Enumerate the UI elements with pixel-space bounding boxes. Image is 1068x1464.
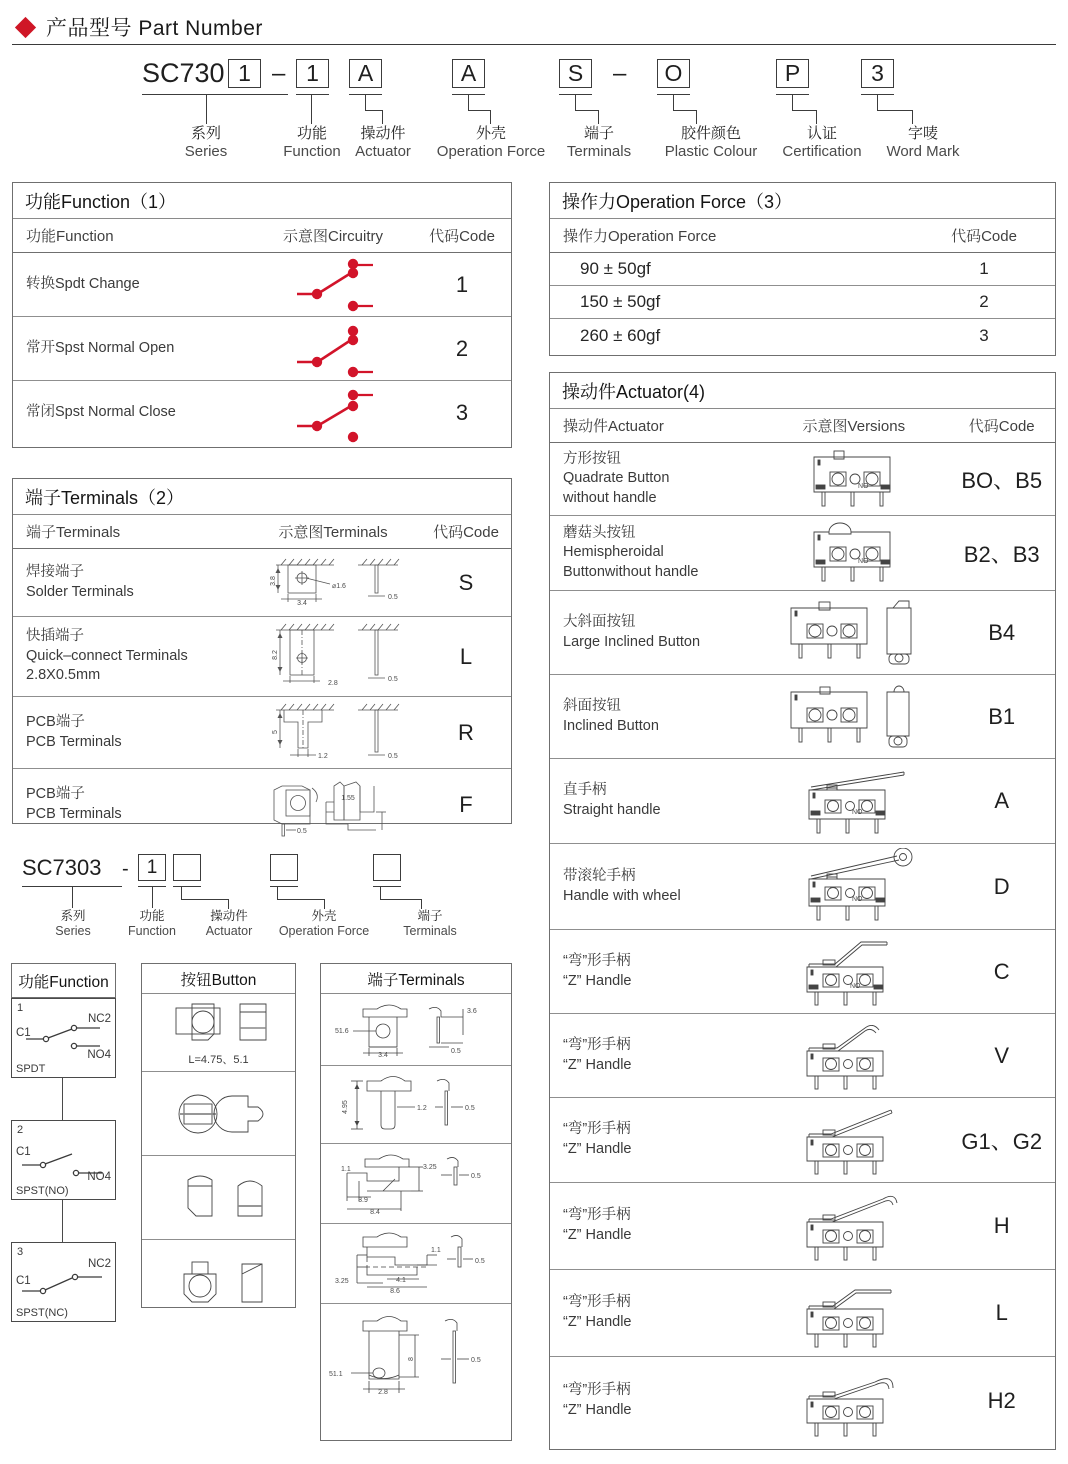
actuator-code: L [995,1300,1008,1325]
terminal-name: PCB端子 PCB Terminals [26,786,122,822]
svg-text:0.5: 0.5 [475,1257,485,1265]
function-box-item-spst-no [11,1120,116,1200]
sc7303-leader-v2-terminals [421,899,422,909]
pn-box-certification[interactable]: P [776,59,809,88]
svg-text:8.4: 8.4 [370,1208,380,1216]
svg-text:2.8: 2.8 [378,1389,388,1396]
svg-text:8: 8 [408,1357,415,1361]
function-item-nc: NC2 [87,1258,111,1270]
table-row [550,1270,1055,1357]
force-value: 150 ± 50gf [580,292,661,311]
terminal-code: F [459,792,473,817]
pn-box-word-mark[interactable]: 3 [861,59,894,88]
diamond-bullet-icon [15,17,36,38]
actuator-name: 方形按钮 Quadrate Button without handle [563,450,670,506]
terminal-drawing-solder [245,549,421,616]
sc7303-box-function[interactable]: 1 [138,854,166,881]
terminal-name: PCB端子 PCB Terminals [26,713,122,750]
actuator-name: “弯”形手柄 “Z” Handle [563,1121,632,1157]
svg-text:0.5: 0.5 [451,1047,461,1055]
table-row [550,1098,1055,1183]
function-box-connector-1 [62,1078,63,1120]
terminal-name: 快插端子 Quick–connect Terminals 2.8X0.5mm [26,628,188,684]
actuator-figure-z-handle-v [759,1014,948,1097]
pn-dash-2: – [613,60,627,87]
table-row [13,549,511,617]
pn-label-series: 系列 Series [184,125,228,161]
table-row [550,1183,1055,1270]
svg-text:NO: NO [849,982,861,990]
table-row [550,443,1055,516]
svg-text:NO: NO [857,558,869,565]
svg-text:0.5: 0.5 [471,1357,481,1364]
terminal-box-item-4 [321,1224,511,1304]
table-row [13,317,511,381]
function-item-no: NO4 [87,1049,111,1061]
sc7303-label-operation-force: 外壳 Operation Force [278,909,370,938]
button-box-item-small [142,1240,295,1324]
actuator-table [549,372,1056,1450]
actuator-figure-z-handle-h [759,1183,948,1269]
function-box-connector-2 [62,1200,63,1242]
pn-box-function[interactable]: 1 [228,59,261,88]
actuator-code: B2、B3 [963,541,1040,567]
svg-text:3.25: 3.25 [423,1163,437,1171]
page-header [0,0,1068,44]
circuit-diagram-spst-nc [253,381,413,445]
sc7303-leader-h-force [277,899,325,900]
svg-text:0.5: 0.5 [465,1104,475,1112]
sc7303-box-terminals[interactable] [373,854,401,881]
button-box-item-quadrate [142,994,295,1072]
pn-dash-1: – [272,60,286,87]
svg-text:⌀1.6: ⌀1.6 [332,582,346,590]
svg-text:3.25: 3.25 [335,1277,349,1285]
leader-v2-colour [696,110,697,124]
actuator-code: V [994,1042,1010,1068]
col-header-actuator: 操动件Actuator [563,418,664,435]
terminals-table [12,478,512,835]
sc7303-part-number-diagram [0,845,530,965]
sc7303-leader-underline-terminals [373,886,401,887]
svg-text:3.4: 3.4 [378,1051,388,1059]
actuator-name: “弯”形手柄 “Z” Handle [563,1381,632,1418]
table-row [550,319,1055,352]
table-row [550,844,1055,930]
col-header-terminals: 端子Terminals [26,524,121,541]
actuator-figure-straight-handle [759,759,948,843]
svg-text:1.1: 1.1 [431,1246,441,1254]
pn-series-text: SC730 [142,58,225,88]
function-item-nc: NC2 [87,1013,111,1025]
table-row [550,286,1055,319]
table-row [13,697,511,769]
actuator-table-header [550,409,1055,443]
svg-text:8.2: 8.2 [272,649,279,660]
pn-box-plastic-colour[interactable]: O [657,59,690,88]
col-header-code: 代码Code [429,228,495,245]
table-row [550,253,1055,286]
svg-text:1.2: 1.2 [318,752,328,760]
leader-v-function [311,94,312,124]
actuator-name: “弯”形手柄 “Z” Handle [563,1294,632,1330]
svg-text:5: 5 [272,729,279,734]
actuator-figure-z-handle-l [759,1270,948,1356]
sc7303-leader-underline-actuator [173,886,201,887]
actuator-figure-handle-with-wheel [759,844,948,929]
header-divider [12,44,1056,45]
actuator-code: G1、G2 [961,1128,1043,1154]
terminals-table-title: 端子Terminals（2） [13,479,511,515]
col-header-versions: 示意图Versions [802,418,906,435]
actuator-code: H [993,1213,1010,1238]
function-code: 2 [455,335,469,361]
terminal-box-item-3 [321,1144,511,1224]
svg-text:3.4: 3.4 [297,599,307,607]
function-item-type: SPST(NO) [16,1185,69,1197]
leader-v1-cert [792,94,793,110]
function-table [12,182,512,448]
leader-v1-mark [877,94,878,110]
table-row [13,769,511,841]
operation-force-table [549,182,1056,356]
leader-h-terminals [575,110,599,111]
table-row [13,253,511,317]
svg-text:0.5: 0.5 [388,752,398,760]
table-row [13,381,511,445]
actuator-code: BO、B5 [961,467,1043,493]
table-row [550,1014,1055,1098]
actuator-name: “弯”形手柄 “Z” Handle [563,1036,632,1073]
actuator-name: 蘑菇头按钮 Hemispheroidal Buttonwithout handle [563,524,699,580]
function-item-number: 1 [17,1002,24,1014]
leader-v2-terminals [598,110,599,124]
pn-label-actuator: 操动件 Actuator [355,125,411,161]
actuator-figure-z-handle-g [759,1098,948,1182]
function-item-c: C1 [16,1027,31,1039]
sc7303-leader-v2-actuator [228,899,229,909]
terminal-drawing-pcb-r [245,697,421,768]
svg-text:4.1: 4.1 [396,1276,406,1284]
sc7303-label-series: 系列 Series [55,909,91,938]
svg-text:51.1: 51.1 [329,1371,343,1378]
leader-v2-mark [912,110,913,124]
function-name: 常闭Spst Normal Close [26,404,176,421]
sc7303-leader-h-actuator [181,899,229,900]
leader-v2-cert [816,110,817,124]
button-box-title: 按钮Button [142,964,295,994]
button-box [141,963,296,1308]
terminal-drawing-pcb-f [245,769,421,841]
button-box-item-dome [142,1156,295,1240]
pn-label-plastic-colour: 胶件颜色 Plastic Colour [664,125,758,161]
sc7303-leader-v1-actuator [181,886,182,899]
actuator-code: C [993,958,1010,984]
table-row [550,591,1055,675]
col-header-code: 代码Code [968,418,1035,435]
actuator-name: 带滚轮手柄 Handle with wheel [563,867,681,904]
function-box-title: 功能Function [18,973,109,991]
terminal-box-item-1 [321,994,511,1066]
actuator-name: 直手柄 Straight handle [563,782,661,818]
terminal-drawing-quick-connect [245,617,421,696]
page-title: 产品型号 Part Number [46,17,263,40]
sc7303-leader-h-terminals [380,899,422,900]
actuator-code: D [993,873,1010,899]
function-box-item-spst-nc [11,1242,116,1322]
leader-underline-series [142,94,288,95]
col-header-circuitry: 示意图Circuitry [283,228,383,245]
table-row [550,516,1055,591]
sc7303-dash: - [122,858,129,880]
leader-v1-force [468,94,469,110]
pn-label-word-mark: 字唛 Word Mark [886,125,960,161]
leader-h-force [468,110,491,111]
sc7303-leader-v1-terminals [380,886,381,899]
function-code: 1 [455,271,469,297]
actuator-table-title: 操动件Actuator(4) [550,373,1055,409]
terminals-table-header [13,515,511,549]
leader-v2-force [490,110,491,124]
force-code: 3 [979,325,989,345]
svg-text:0.5: 0.5 [388,593,398,601]
pn-box-actuator-digit[interactable]: 1 [296,59,329,88]
function-table-header [13,219,511,253]
pn-label-terminals: 端子 Terminals [566,125,632,161]
pn-label-function: 功能 Function [283,125,341,161]
svg-text:1.55: 1.55 [341,795,355,802]
sc7303-leader-v2-force [324,899,325,909]
pn-box-actuator[interactable]: A [349,59,382,88]
table-row [550,930,1055,1014]
terminal-box-item-5 [321,1304,511,1410]
sc7303-leader-underline-force [270,886,298,887]
function-item-number: 2 [17,1124,24,1136]
svg-text:0.5: 0.5 [471,1172,481,1180]
part-number-diagram [0,50,1068,170]
col-header-terminals-fig: 示意图Terminals [278,524,388,541]
function-box-item-spdt [11,998,116,1078]
leader-underline-function [296,94,329,95]
terminal-box-title: 端子Terminals [321,964,511,994]
pn-label-operation-force: 外壳 Operation Force [436,125,546,161]
actuator-name: “弯”形手柄 “Z” Handle [563,1207,632,1243]
leader-h-actuator [365,110,383,111]
force-value: 260 ± 60gf [580,325,661,345]
svg-text:3.9: 3.9 [358,1196,368,1204]
leader-h-cert [792,110,817,111]
svg-text:3.6: 3.6 [467,1007,477,1015]
leader-v1-actuator [365,94,366,110]
button-caption: L=4.75、5.1 [188,1054,249,1066]
force-code: 2 [979,292,989,311]
col-header-function: 功能Function [26,228,114,245]
actuator-code: B4 [988,619,1016,645]
svg-text:NO: NO [851,895,863,903]
function-name: 常开Spst Normal Open [26,339,175,356]
button-box-item-round [142,1072,295,1156]
svg-text:51.6: 51.6 [335,1027,349,1035]
actuator-figure-quadrate [759,443,948,515]
sc7303-box-actuator[interactable] [173,854,201,881]
table-row [550,1357,1055,1444]
function-item-c: C1 [16,1146,31,1158]
svg-text:3.8: 3.8 [270,575,277,586]
sc7303-leader-v-series [72,886,73,908]
sc7303-leader-v1-force [277,886,278,899]
sc7303-leader-v-function [152,886,153,908]
pn-box-operation-force[interactable]: A [452,59,485,88]
terminal-box-item-2 [321,1066,511,1144]
circuit-diagram-spdt [253,253,413,316]
col-header-operation-force: 操作力Operation Force [563,228,717,245]
actuator-figure-large-inclined [759,591,948,674]
function-table-title: 功能Function（1） [13,183,511,219]
svg-text:1.1: 1.1 [341,1165,351,1173]
sc7303-series-text: SC7303 [22,855,102,880]
actuator-code: A [994,788,1010,813]
function-item-c: C1 [16,1275,31,1287]
svg-text:1.2: 1.2 [417,1104,427,1112]
leader-v-series [206,94,207,124]
table-row [550,675,1055,759]
leader-v2-actuator [382,110,383,124]
actuator-name: 斜面按钮 Inclined Button [563,697,659,734]
actuator-figure-hemispheroidal [759,516,948,590]
terminal-box [320,963,512,1441]
actuator-figure-inclined [759,675,948,758]
svg-text:2.8: 2.8 [328,679,338,687]
svg-text:4.95: 4.95 [342,1099,349,1114]
svg-text:0.5: 0.5 [388,675,398,683]
leader-h-mark [877,110,913,111]
function-item-type: SPST(NC) [16,1307,68,1319]
force-code: 1 [979,259,989,278]
function-box-title-wrap [11,963,116,998]
sc7303-box-operation-force[interactable] [270,854,298,881]
sc7303-label-actuator: 操动件 Actuator [205,909,253,938]
terminal-code: L [459,643,473,669]
actuator-name: 大斜面按钮 Large Inclined Button [563,613,701,650]
col-header-code: 代码Code [951,228,1017,245]
actuator-code: B1 [988,703,1016,729]
actuator-code: H2 [987,1387,1016,1413]
function-item-type: SPDT [16,1063,46,1075]
actuator-name: “弯”形手柄 “Z” Handle [563,952,632,989]
svg-text:8.6: 8.6 [390,1287,400,1295]
svg-text:NO: NO [851,809,863,816]
table-row [550,759,1055,844]
function-code: 3 [455,400,469,425]
leader-v1-colour [673,94,674,110]
pn-box-terminals[interactable]: S [559,59,592,88]
force-value: 90 ± 50gf [580,259,651,278]
terminal-code: R [458,719,474,745]
function-name: 转换Spdt Change [26,275,140,292]
col-header-code: 代码Code [433,524,499,541]
terminal-code: S [458,569,474,595]
circuit-diagram-spst-no [253,317,413,380]
actuator-figure-z-handle-h2 [759,1357,948,1444]
leader-h-colour [673,110,697,111]
pn-label-certification: 认证 Certification [782,125,862,161]
operation-force-table-title: 操作力Operation Force（3） [550,183,1055,219]
leader-v1-terminals [575,94,576,110]
svg-text:0.5: 0.5 [297,828,307,835]
table-row [13,617,511,697]
operation-force-table-header [550,219,1055,253]
sc7303-label-function: 功能 Function [128,909,176,938]
terminal-name: 焊接端子 Solder Terminals [26,563,134,600]
function-item-no: NO4 [87,1171,111,1183]
actuator-figure-z-handle-c [759,930,948,1013]
svg-text:NO: NO [857,483,869,490]
sc7303-label-terminals: 端子 Terminals [403,909,457,938]
function-item-number: 3 [17,1246,24,1258]
